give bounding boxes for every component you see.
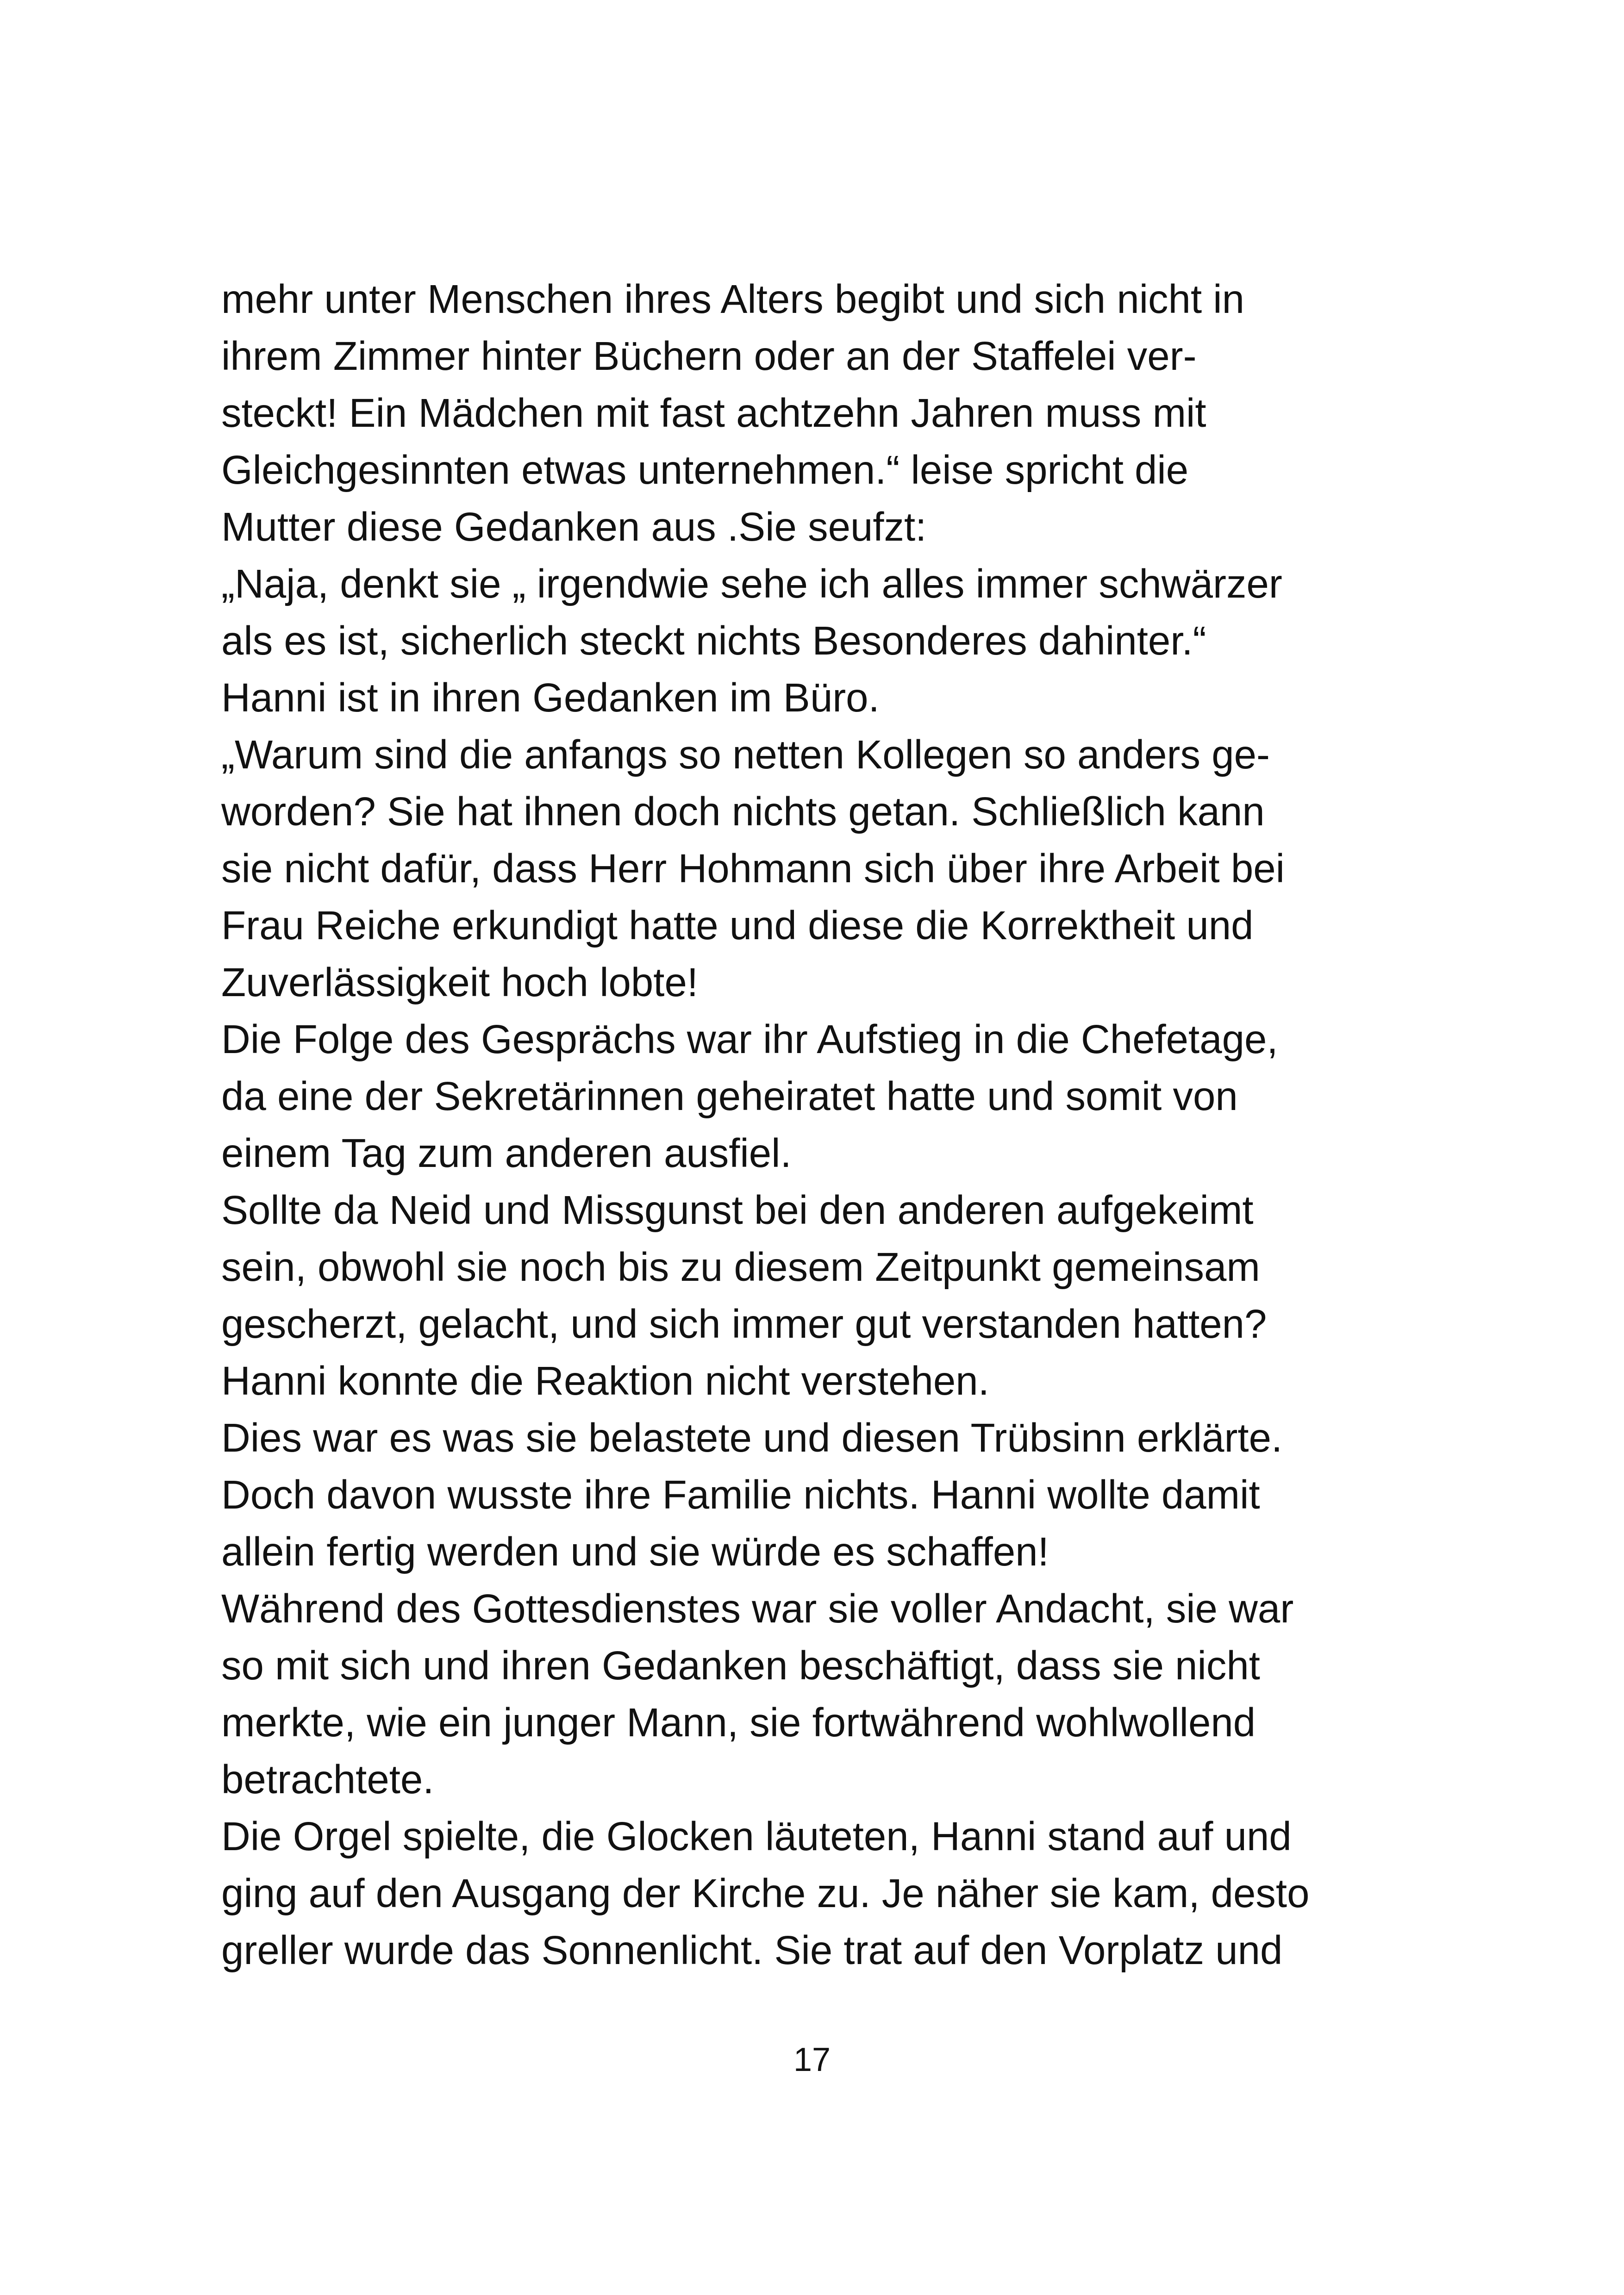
text-line: sein, obwohl sie noch bis zu diesem Zeitpunkt gemeinsam [221,1245,1260,1290]
text-line: Hanni konnte die Reaktion nicht verstehen. [221,1359,989,1403]
text-line: Dies war es was sie belastete und diesen Trübsinn erklärte. [221,1416,1283,1460]
text-line: als es ist, sicherlich steckt nichts Besonderes dahinter.“ [221,618,1206,663]
text-line: Hanni ist in ihren Gedanken im Büro. [221,675,880,720]
text-line: Frau Reiche erkundigt hatte und diese die Korrektheit und [221,903,1254,948]
text-line: worden? Sie hat ihnen doch nichts getan. Schließlich kann [221,789,1265,834]
text-line: greller wurde das Sonnenlicht. Sie trat auf den Vorplatz und [221,1928,1283,1973]
text-line: ihrem Zimmer hinter Büchern oder an der Staffelei ver- [221,334,1197,379]
text-line: Mutter diese Gedanken aus .Sie seufzt: [221,505,927,549]
text-line: Doch davon wusste ihre Familie nichts. Hanni wollte damit [221,1472,1260,1517]
text-line: da eine der Sekretärinnen geheiratet hatte und somit von [221,1074,1238,1119]
body-text [221,271,1406,1979]
text-line: so mit sich und ihren Gedanken beschäftigt, dass sie nicht [221,1643,1260,1688]
text-line: mehr unter Menschen ihres Alters begibt und sich nicht in [221,277,1245,322]
text-line: Gleichgesinnten etwas unternehmen.“ leise spricht die [221,448,1189,493]
text-line: merkte, wie ein junger Mann, sie fortwährend wohlwollend [221,1700,1256,1745]
text-line: ging auf den Ausgang der Kirche zu. Je näher sie kam, desto [221,1871,1310,1916]
text-line: Während des Gottesdienstes war sie voller Andacht, sie war [221,1586,1294,1631]
text-line: steckt! Ein Mädchen mit fast achtzehn Jahren muss mit [221,391,1206,436]
text-line: Die Folge des Gesprächs war ihr Aufstieg in die Chefetage, [221,1017,1278,1062]
text-line: „Warum sind die anfangs so netten Kollegen so anders ge- [221,732,1270,777]
text-line: Sollte da Neid und Missgunst bei den anderen aufgekeimt [221,1188,1254,1233]
page-number: 17 [793,2041,831,2078]
text-line: Die Orgel spielte, die Glocken läuteten, Hanni stand auf und [221,1814,1292,1859]
text-line: allein fertig werden und sie würde es schaffen! [221,1529,1049,1574]
text-line: sie nicht dafür, dass Herr Hohmann sich über ihre Arbeit bei [221,846,1285,891]
text-line: betrachtete. [221,1757,434,1802]
text-line: einem Tag zum anderen ausfiel. [221,1131,792,1176]
text-line: „Naja, denkt sie „ irgendwie sehe ich alles immer schwärzer [221,561,1282,606]
text-line: Zuverlässigkeit hoch lobte! [221,960,699,1005]
text-line: gescherzt, gelacht, und sich immer gut verstanden hatten? [221,1302,1267,1347]
